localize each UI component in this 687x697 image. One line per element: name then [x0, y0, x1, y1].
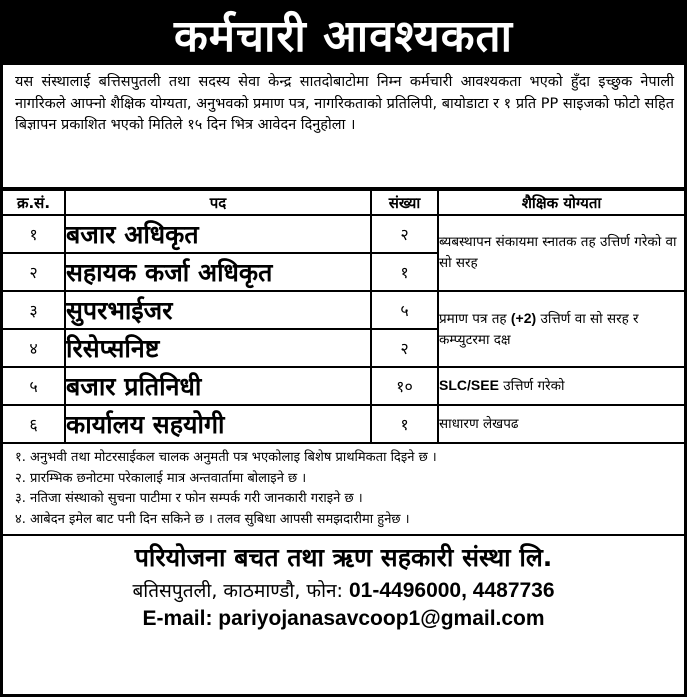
- serial-cell: २: [3, 253, 65, 291]
- email-address: pariyojanasavcoop1@gmail.com: [218, 607, 545, 630]
- qualification-level: SLC/SEE: [439, 377, 499, 393]
- note-item: ४. आबेदन इमेल बाट पनी दिन सकिने छ । तलव सुबिधा आपसी समझदारीमा हुनेछ ।: [15, 511, 410, 527]
- serial-cell: १: [3, 215, 65, 253]
- qualification-cell: [438, 291, 684, 367]
- count-cell: १: [371, 405, 438, 443]
- post-cell: सहायक कर्जा अधिकृत: [65, 253, 371, 291]
- vacancy-table: [3, 189, 684, 444]
- table-header-row: [3, 190, 684, 215]
- table-row: [3, 215, 684, 253]
- count-cell: ५: [371, 291, 438, 329]
- note-item: ३. नतिजा संस्थाको सुचना पाटीमा र फोन सम्पर्क गरी जानकारी गराइने छ ।: [15, 491, 363, 506]
- address-line: [3, 577, 684, 605]
- post-cell: बजार अधिकृत: [65, 215, 371, 253]
- serial-cell: ५: [3, 367, 65, 405]
- table-row: [3, 291, 684, 329]
- note-item: १. अनुभवी तथा मोटरसाईकल चालक अनुमती पत्र भएकोलाइ बिशेष प्राथमिकता दिइने छ ।: [15, 450, 437, 465]
- post-cell: कार्यालय सहयोगी: [65, 405, 371, 443]
- qualification-text: उत्तिर्ण वा सो सरह र कम्प्युटरमा दक्ष: [439, 310, 639, 348]
- serial-cell: ४: [3, 329, 65, 367]
- table-row: [3, 367, 684, 405]
- post-cell: रिसेप्सनिष्ट: [65, 329, 371, 367]
- header-count: संख्या: [371, 190, 438, 215]
- qualification-text: उत्तिर्ण गरेको: [498, 378, 565, 394]
- note-item: २. प्रारम्भिक छनोटमा परेकालाई मात्र अन्तवार्तामा बोलाइने छ ।: [15, 470, 307, 486]
- count-cell: १: [371, 253, 438, 291]
- qualification-cell: [438, 367, 684, 405]
- qualification-cell: साधारण लेखपढ: [438, 405, 684, 443]
- phone-number: 01-4496000, 4487736: [349, 579, 555, 602]
- serial-cell: ६: [3, 405, 65, 443]
- email-line: [3, 605, 684, 633]
- address-text: बतिसपुतली, काठमाण्डौ, फोन:: [132, 580, 343, 602]
- header-post: पद: [65, 190, 371, 215]
- qualification-text: प्रमाण पत्र तह: [439, 310, 511, 327]
- count-cell: २: [371, 329, 438, 367]
- table-row: [3, 405, 684, 443]
- intro-paragraph: यस संस्थालाई बत्तिसपुतली तथा सदस्य सेवा केन्द्र सातदोबाटोमा निम्न कर्मचारी आवश्यकता भएको हुँदा इच्छुक नेपाली नागरिकले आफ्नो शैक्षिक योग्यता, अनुभवको प्रमाण पत्र, नागरिकताको प्रतिलिपी, बायोडाटा र १ प्रति PP साइजको फोटो सहित बिज्ञापन प्रकाशित भएको मितिले १५ दिन भित्र आवेदन दिनुहोला ।: [3, 65, 684, 189]
- notes-list: [3, 444, 684, 536]
- count-cell: २: [371, 215, 438, 253]
- qualification-cell: ब्यबस्थापन संकायमा स्नातक तह उत्तिर्ण गरेको वा सो सरह: [438, 215, 684, 291]
- post-cell: सुपरभाईजर: [65, 291, 371, 329]
- header-qualification: शैक्षिक योग्यता: [438, 190, 684, 215]
- footer: [3, 542, 684, 633]
- post-cell: बजार प्रतिनिधी: [65, 367, 371, 405]
- organization-name: परियोजना बचत तथा ऋण सहकारी संस्था लि.: [134, 543, 553, 572]
- email-label: E-mail:: [142, 607, 213, 630]
- count-cell: १०: [371, 367, 438, 405]
- qualification-level: (+2): [510, 309, 537, 326]
- header-serial: क्र.सं.: [3, 190, 65, 215]
- serial-cell: ३: [3, 291, 65, 329]
- ad-title: कर्मचारी आवश्यकता: [3, 3, 684, 65]
